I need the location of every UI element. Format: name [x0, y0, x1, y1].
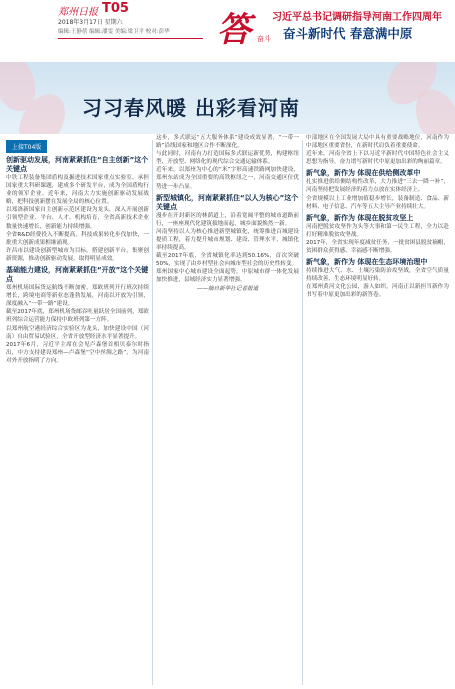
article-paragraph: 许昌市以建设创新型城市为目标，搭建创新平台，集聚创新资源，推动创新驱动发展，取得明显成效。 — [6, 247, 149, 262]
article-paragraph: 全省R&D经费投入不断提高，科技成果转化步伐加快，一批重大创新成果相继涌现。 — [6, 231, 149, 246]
section-subhead: 新气象，新作为 体现在供给侧改革中 — [306, 169, 421, 178]
paper-name: 郑州日报 — [58, 7, 98, 18]
article-paragraph: 河南把脱贫攻坚作为头等大事和第一民生工程，全力以赴打好精准脱贫攻坚战。 — [306, 223, 449, 238]
header-divider — [58, 38, 203, 39]
article-paragraph: 扎实推进供给侧结构性改革，大力推进“三去一降一补”，河南坚持把发展经济的着力点放在实体经济上。 — [306, 179, 449, 194]
issue-date: 2018年3月17日 星期六 — [58, 19, 123, 26]
article-paragraph: 漫步在开封新区的林荫道上，沿着宽阔平整的城市道路前行，一座座现代化建筑拔地而起，城乡面貌焕然一新。 — [156, 212, 299, 227]
article-column-2 — [156, 134, 299, 689]
main-headline: 习习春风暖 出彩看河南 — [82, 96, 300, 120]
article-paragraph: 这步，多式联运“五大服务体系”建设成效显著，“一带一路”沿线国家和地区合作不断深化。 — [156, 135, 299, 150]
article-paragraph: 在郑州黄河文化公园，游人如织，河南正以新担当新作为书写着中原更加出彩的新答卷。 — [306, 284, 449, 299]
article-paragraph: 2017年6月，习近平主席在会见卢森堡首相贝泰尔时指出，中方支持建设郑州—卢森堡“空中丝绸之路”，为河南对外开放指明了方向。 — [6, 341, 149, 364]
page-number: T05 — [102, 1, 129, 16]
article-source: ——摘自新华社记者报道 — [196, 285, 259, 292]
article-paragraph: 与此同时，河南有力打造国际多式联运新优势，构建枢纽型、开放型、网络化的现代综合交通运输体系。 — [156, 151, 299, 166]
section-title: 奋斗新时代 春意满中原 — [283, 26, 413, 41]
badge-small-text: 奋斗 — [257, 35, 271, 43]
article-paragraph: 以郑州航空港经济综合实验区为龙头，加快建设中国（河南）自由贸易试验区，全省开放型经济水平显著提升。 — [6, 325, 149, 340]
section-subhead: 新气象，新作为 体现在生态环境治理中 — [306, 258, 428, 267]
column-divider — [152, 140, 153, 685]
badge-glyph: 答 — [217, 10, 251, 50]
article-paragraph: 以郑洛新国家自主创新示范区建设为龙头，深入开展创新引领型企业、平台、人才、机构培育，全省高新技术企业数量快速增长，创新能力持续增强。 — [6, 207, 149, 230]
staff-credits: 编辑:王静蓓 编辑:潘雯 美编:梁卫平 校对:彭华 — [58, 29, 170, 35]
section-subhead: 基础能力建设，河南紧紧抓住“开放”这个关键点 — [6, 266, 149, 284]
article-paragraph: 全省规模以上工业增加值稳步增长，装备制造、食品、新材料、电子信息、汽车等五大主导产业持续壮大。 — [306, 195, 449, 210]
article-paragraph: 持续推进大气、水、土壤污染防治攻坚战，全省空气质量持续改善，生态环境明显好转。 — [306, 268, 449, 283]
section-subhead: 新型城镇化，河南紧紧抓住“以人为核心”这个关键点 — [156, 193, 299, 211]
continued-tag: 上接T04版 — [6, 140, 47, 153]
column-divider — [302, 140, 303, 685]
article-paragraph: 中部地区在全国发展大局中具有重要战略地位，河南作为中部地区重要省份，在新时代肩负着重要使命。 — [306, 135, 449, 150]
series-title: 习近平总书记调研指导河南工作四周年 — [272, 12, 442, 23]
article-column-1 — [6, 134, 149, 689]
section-subhead: 创新驱动发展，河南紧紧抓住“自主创新”这个关键点 — [6, 156, 149, 173]
article-paragraph: 中铁工程装备集团盾构及掘进技术国家重点实验室，承担国家重大科研课题，建成多个研发平台，成为全国盾构行业的领军企业。近年来，河南大力实施创新驱动发展战略，把科技创新摆在发展全局的核心位置。 — [6, 175, 149, 206]
article-paragraph: 近年来，河南全省上下以习近平新时代中国特色社会主义思想为指导，奋力谱写新时代中原更加出彩的绚丽篇章。 — [306, 151, 449, 166]
article-paragraph: 近年来，以郑州为中心的“米”字形高速铁路网加快建设，郑州东站成为全国重要的高铁枢纽之一，河南交通区位优势进一步凸显。 — [156, 167, 299, 190]
article-paragraph: 截至2017年底，郑州机场货邮吞吐量跃居全国前列，郑欧班列综合运营能力保持中欧班列第一方阵。 — [6, 309, 149, 324]
article-paragraph: 河南坚持以人为核心推进新型城镇化，统筹推进百城建设提质工程，着力提升城市规划、建设、管理水平，城镇化率持续提高。 — [156, 228, 299, 252]
article-column-3 — [306, 134, 449, 689]
article-paragraph: 截至2017年底，全省城镇化率达到50.16%，首次突破50%，实现了由乡村型社会向城市型社会的历史性转变。 — [156, 253, 299, 268]
article-paragraph: 郑州机场国际货运航线不断加密，郑欧班列开行班次持续增长，跨境电商等新业态蓬勃发展，河南以开放为引领，深度融入“一带一路”建设。 — [6, 285, 149, 308]
article-paragraph: 郑州国家中心城市建设全面起势，中原城市群一体化发展加快推进，县域经济实力显著增强。 — [156, 269, 299, 284]
article-paragraph: 2017年，全省实现年度减贫任务，一批贫困县脱贫摘帽，贫困群众获得感、幸福感不断增强。 — [306, 239, 449, 255]
section-subhead: 新气象，新作为 体现在脱贫攻坚上 — [306, 213, 414, 222]
page-header — [0, 0, 455, 62]
